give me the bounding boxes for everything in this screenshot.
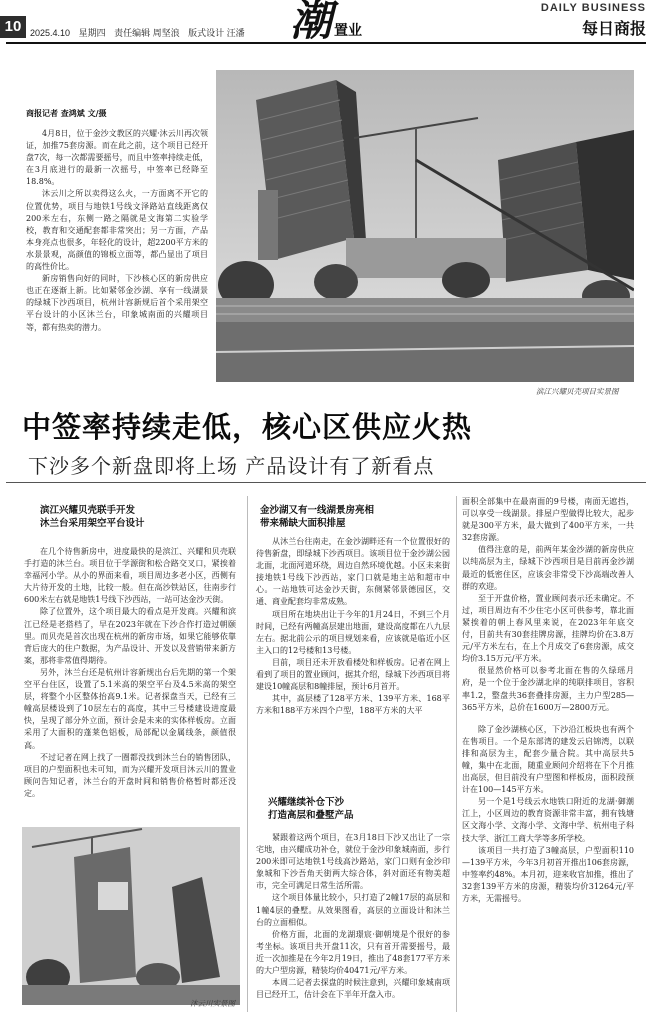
section-title-line: 沐兰台采用架空平台设计 [40,518,145,529]
bottom-photo-caption: 沐云川实景图 [190,999,235,1008]
page-number: 10 [0,16,26,38]
bottom-photo [22,827,240,1005]
section-1-title [40,504,240,530]
body-paragraph: 价格方面，北面的龙湖璟宸·御朝境是个很好的参考坐标。该项目共开盘11次，只有首开需要摇号，最近一次加推是在今年2月19日，推出了48套177平方米的大户型房源，精装均价40471元/平方米。 [256,929,450,976]
intro-paragraph: 4月8日，位于金沙文教区的兴耀·沐云川再次领证，加推75套房源。而在此之前，这个项目已经开盘7次，每一次都需要摇号，而且中签率持续走低，在3月底进行的最新一次摇号，中签率已经降至18.8%。 [26,129,208,187]
section-title-line: 带来稀缺大面积排屋 [260,518,346,529]
section-1-text [24,546,236,800]
intro-text [26,128,208,334]
intro-paragraph: 新房销售向好的同时，下沙核心区的新房供应也正在逐渐上新。比如紧邻金沙湖、享有一线湖景的绿城下沙西项目，杭州计容新规后首个采用架空平台设计的小区沐兰台，印象城南面的兴耀项目等，都有热卖的潜力。 [26,274,208,332]
right-column-text [462,496,634,905]
byline: 商报记者 查鸿斌 文/摄 [26,108,107,118]
body-paragraph: 本周二记者去探盘的时候注意到，兴耀印象城南项目已经开工，估计会在下半年开盘入市。 [256,978,450,1000]
construction-photo-illustration [216,70,634,382]
issue-date: 2025.4.10 [30,28,71,38]
section-title-line: 滨江兴耀贝壳联手开发 [40,505,136,516]
section-2-title [260,504,460,530]
body-paragraph: 该项目一共打造了3幢高层，户型面积110—139平方米，今年3月初首开推出106套房源，中签率约48%。本月初，迎来收官加推，推出了32套139平方米的房源，精装均价31264元/平方米，无需摇号。 [462,845,634,903]
brand-chinese: 每日商报 [581,19,646,38]
body-paragraph: 除了位置外，这个项目最大的看点是开发商。兴耀和滨江已经是老搭档了，早在2023年就在下沙合作打造过朝颐里。而贝壳是首次出现在杭州的新房市场，如果它能够依靠背后庞大的住户数据，为产品设计、开发以及营销带来新方案，那将非常值得期待。 [24,607,236,665]
section-logo-big: 潮 [290,0,333,45]
body-paragraph: 这个项目体量比较小，只打造了2幢17层的高层和1幢4层的叠墅。从效果图看，高层的立面设计和沐兰台的立面相似。 [256,893,450,927]
editor-credit: 责任编辑 周坚浪 [114,28,180,38]
masthead-rule [6,42,646,44]
designer-credit: 版式设计 汪潘 [188,28,245,38]
section-3-title [268,796,458,822]
top-photo [216,70,634,382]
headline: 中签率持续走低，核心区供应火热 [22,410,473,444]
body-paragraph: 另外，沐兰台还是杭州计容新规出台后先期的第一个架空平台住区，设置了5.1米高的架空平台及4.5米高的架空层，将整个小区整体抬高9.1米。记者探盘当天，已经有三幢高层楼设到了10层左右的高度，其中三号楼建设进度最快，呈现了部分外立面，预计会是未来的实体样板房。立面采用了大面积的蓬莱色铝板，局部配以金属线条，颜值很高。 [24,667,236,750]
body-paragraph: 另一个是1号线云水地铁口附近的龙湖·御潮江上，小区周边的教育资源非常丰富，拥有钱塘区文海小学、文海小学、文海中学、杭州电子科技大学、浙江工商大学等多所学校。 [462,797,634,843]
body-paragraph: 从沐兰台往南走，在金沙湖畔还有一个位置很好的待售新盘，即绿城下沙西项目。该项目位于金沙湖公园北面，北面河道环绕，周边自然环境优越。小区未来街接地铁1号线下沙西站，家门口就是地主站和超市中心。一站地铁可达金沙天街，东侧紧邻景德园区，交通、商业配套均非常成熟。 [256,537,450,607]
issue-weekday: 星期四 [78,28,106,38]
body-paragraph: 至于开盘价格，置业顾问表示还未确定。不过，项目周边有不少住宅小区可供参考，靠北面紧挨着的朝上春风里来说，在2023年年底交付，目前共有30套挂牌房源，挂牌均价在3.8万元/平方米左右，在上个月成交了6套房源，成交均价3.15万元/平方米。 [462,593,634,664]
intro-paragraph: 沐云川之所以卖得这么火，一方面离不开它的位置优势，项目与地铁1号线文泽路站直线距离仅200米左右，东侧一路之隔就是文海第二实验学校，教育和交通配套都非常突出；另一方面，产品本身亮点也很多，年轻化的设计，超2200平方米的水景景观，高颜值的锦板立面等，都凸显出了项目的高性价比。 [26,189,208,272]
section-title-line: 打造高层和叠墅产品 [268,810,354,821]
body-paragraph: 在几个待售新房中，进度最快的是滨江、兴耀和贝壳联手打造的沐兰台。项目位于学源街和松合路交叉口，紧挨着幸福河小学。从小的界面来看，项目周边多老小区，西侧有大片待开发的土地，比较一般。但在高沙铁站区，往南步行600米左右就是地铁1号线下沙西站，一站可达金沙天街。 [24,547,236,605]
body-paragraph: 不过记者在网上找了一圈都没找到沐兰台的销售团队，项目的户型面积也未可知，而为兴耀开发项目沐云川的置业顾问告知记者，沐兰台的开盘时间和销售价格暂时都还没定。 [24,752,236,798]
top-photo-caption: 滨江兴耀贝壳项目实景图 [536,387,619,396]
body-paragraph: 项目所在地块出让于今年的1月24日，不到三个月时间，已经有两幢高层建出地面，建设高度都在八九层左右。据北前公示的项目规划来看，应该就是临近小区主入口的12号楼和13号楼。 [256,609,450,655]
body-paragraph: 紧跟着这两个项目，在3月18日下沙又出让了一宗宅地，由兴耀成功补仓，就位于金沙印象城南面，步行200米即可达地铁1号线高沙路站，家门口则有金沙印象城和下沙吾角天街两大综合体，斜对面还有物美超市，完全可满足日常生活所需。 [256,833,450,891]
column-divider [456,496,457,1012]
column-divider [247,496,248,1012]
shopping-center-photo-illustration [22,827,240,1005]
body-paragraph: 值得注意的是，前两年某金沙湖的新房供应以纯高层为主，绿城下沙西项目是目前再金沙湖最近的低密住区，应该会非常受下沙高端改善人群的欢迎。 [462,545,634,591]
body-paragraph: 除了金沙湖核心区，下沙沿江板块也有两个在售项目。一个是东部湾的建发云启锦湾，以联排和高层为主，配套少量合院。其中高层共5幢，集中在北面，随重业顾问介绍将在下个月推出高层，但目前没有户型图和样板房，面积段预计在100—145平方米。 [462,724,634,795]
brand-english: DAILY BUSINESS [540,2,646,14]
headline-rule [6,482,646,483]
body-paragraph: 其中，高层楼了128平方米、139平方米、168平方米和188平方米四个户型，188平方米的大平 [256,694,450,716]
section-name: 置业 [334,23,362,39]
section-title-line: 兴耀继续补仓下沙 [268,797,345,808]
section-title-line: 金沙湖又有一线湖景房亮相 [260,505,375,516]
subheadline: 下沙多个新盘即将上场 产品设计有了新看点 [28,454,435,478]
section-2-text [256,536,450,717]
body-paragraph: 很显然价格可以参考北面在售的久绿瑶月府，是一个位于金沙湖北岸的纯联排项目，容积率1.2，整盘共36套叠排房源，主力户型285—365平方米，总价在1600万—2800万元。 [462,666,634,712]
body-paragraph: 面积全部集中在最南面的9号楼，南面无遮挡，可以享受一线湖景。排屋户型做得比较大，起步就是300平方米，最大做到了400平方米，一共32套房源。 [462,497,634,543]
section-3-text [256,832,450,1001]
issue-info [30,26,251,39]
body-paragraph: 目前，项目还未开放看楼处和样板房。记者在网上看到了项目的置业顾问，据其介绍，绿城下沙西项目将建设10幢高层和8幢排屋，预计6月首开。 [256,657,450,692]
